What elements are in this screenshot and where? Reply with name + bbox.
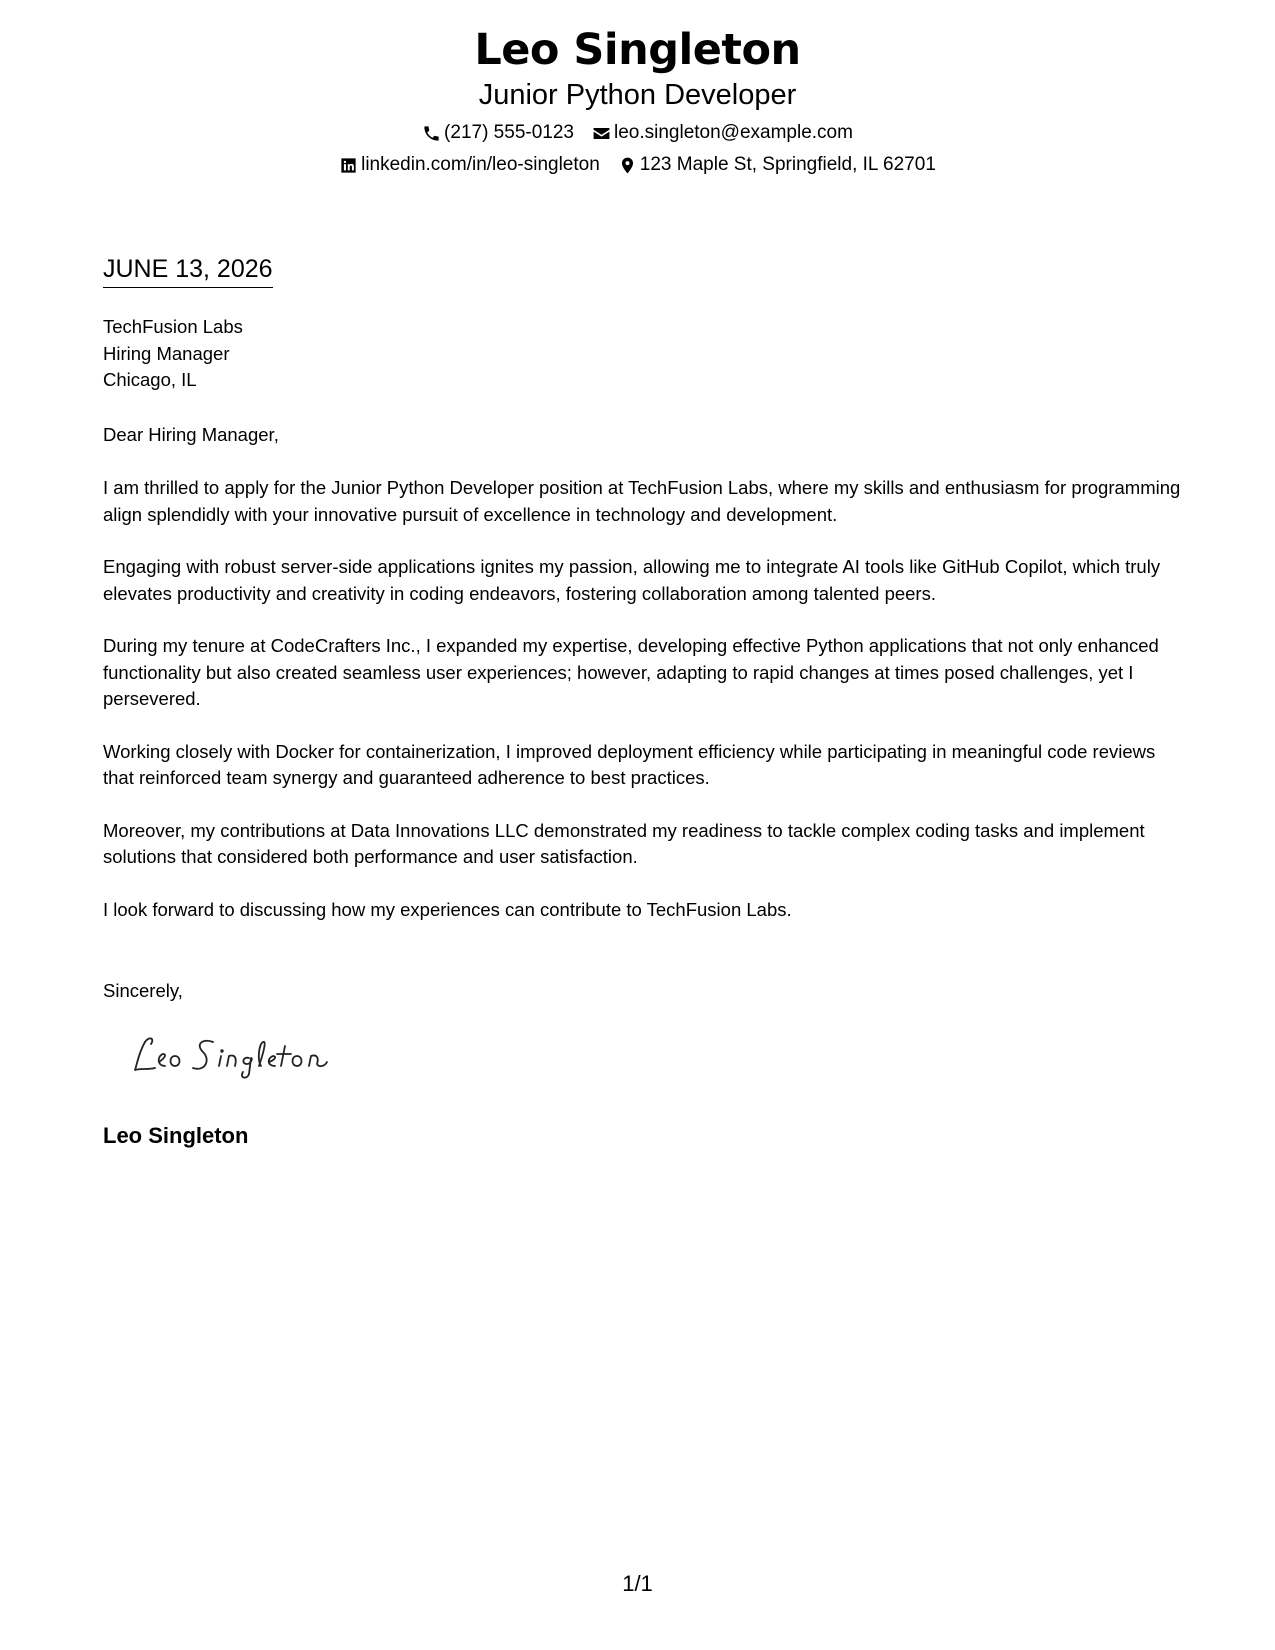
envelope-icon	[592, 124, 611, 143]
map-pin-icon	[618, 156, 637, 175]
letter-header	[0, 22, 1275, 177]
contact-line-1	[0, 121, 1275, 145]
recipient-block	[103, 314, 243, 394]
applicant-job-title: Junior Python Developer	[478, 79, 797, 111]
signer-name: Leo Singleton	[103, 1123, 249, 1148]
paragraph: Engaging with robust server-side applications ignites my passion, allowing me to integrate AI tools like GitHub Copilot, which truly elevates productivity and creativity in coding endeavors, fostering collaboration among talented peers.	[103, 556, 1161, 604]
phone-icon	[422, 124, 441, 143]
contact-line-2	[0, 153, 1275, 177]
recipient-location: Chicago, IL	[103, 369, 197, 390]
applicant-name: Leo Singleton	[474, 25, 801, 75]
phone-number: (217) 555-0123	[444, 122, 574, 143]
paragraph: During my tenure at CodeCrafters Inc., I expanded my expertise, developing effective Python applications that not only enhanced functionality but also created seamless user experiences; however, adapting to rapid changes at times posed challenges, yet I persevered.	[103, 635, 1159, 709]
signature-graphic	[131, 1030, 341, 1080]
closing: Sincerely,	[103, 980, 183, 1001]
contact-email	[592, 121, 853, 145]
salutation: Dear Hiring Manager,	[103, 424, 279, 445]
mailing-address: 123 Maple St, Springfield, IL 62701	[639, 154, 936, 175]
letter-paragraphs	[103, 475, 1183, 949]
paragraph: Working closely with Docker for containerization, I improved deployment efficiency while participating in meaningful code reviews that reinforced team synergy and guaranteed adherence to best practices.	[103, 740, 1156, 788]
contact-phone	[422, 121, 574, 145]
linkedin-icon	[339, 156, 358, 175]
recipient-title: Hiring Manager	[103, 342, 230, 364]
handwritten-signature	[131, 1030, 341, 1080]
paragraph: Moreover, my contributions at Data Innovations LLC demonstrated my readiness to tackle complex coding tasks and implement solutions that considered both performance and user satisfaction.	[103, 819, 1145, 867]
paragraph: I look forward to discussing how my experiences can contribute to TechFusion Labs.	[103, 898, 792, 920]
recipient-company: TechFusion Labs	[103, 316, 243, 337]
linkedin-url: linkedin.com/in/leo-singleton	[361, 154, 600, 175]
page-number: 1/1	[622, 1571, 653, 1596]
email-address: leo.singleton@example.com	[613, 122, 853, 143]
contact-linkedin	[339, 153, 600, 177]
letter-date: JUNE 13, 2026	[103, 254, 273, 288]
paragraph: I am thrilled to apply for the Junior Python Developer position at TechFusion Labs, where my skills and enthusiasm for programming align splendidly with your innovative pursuit of excellence in technology and development.	[103, 477, 1181, 525]
contact-address	[618, 153, 936, 177]
